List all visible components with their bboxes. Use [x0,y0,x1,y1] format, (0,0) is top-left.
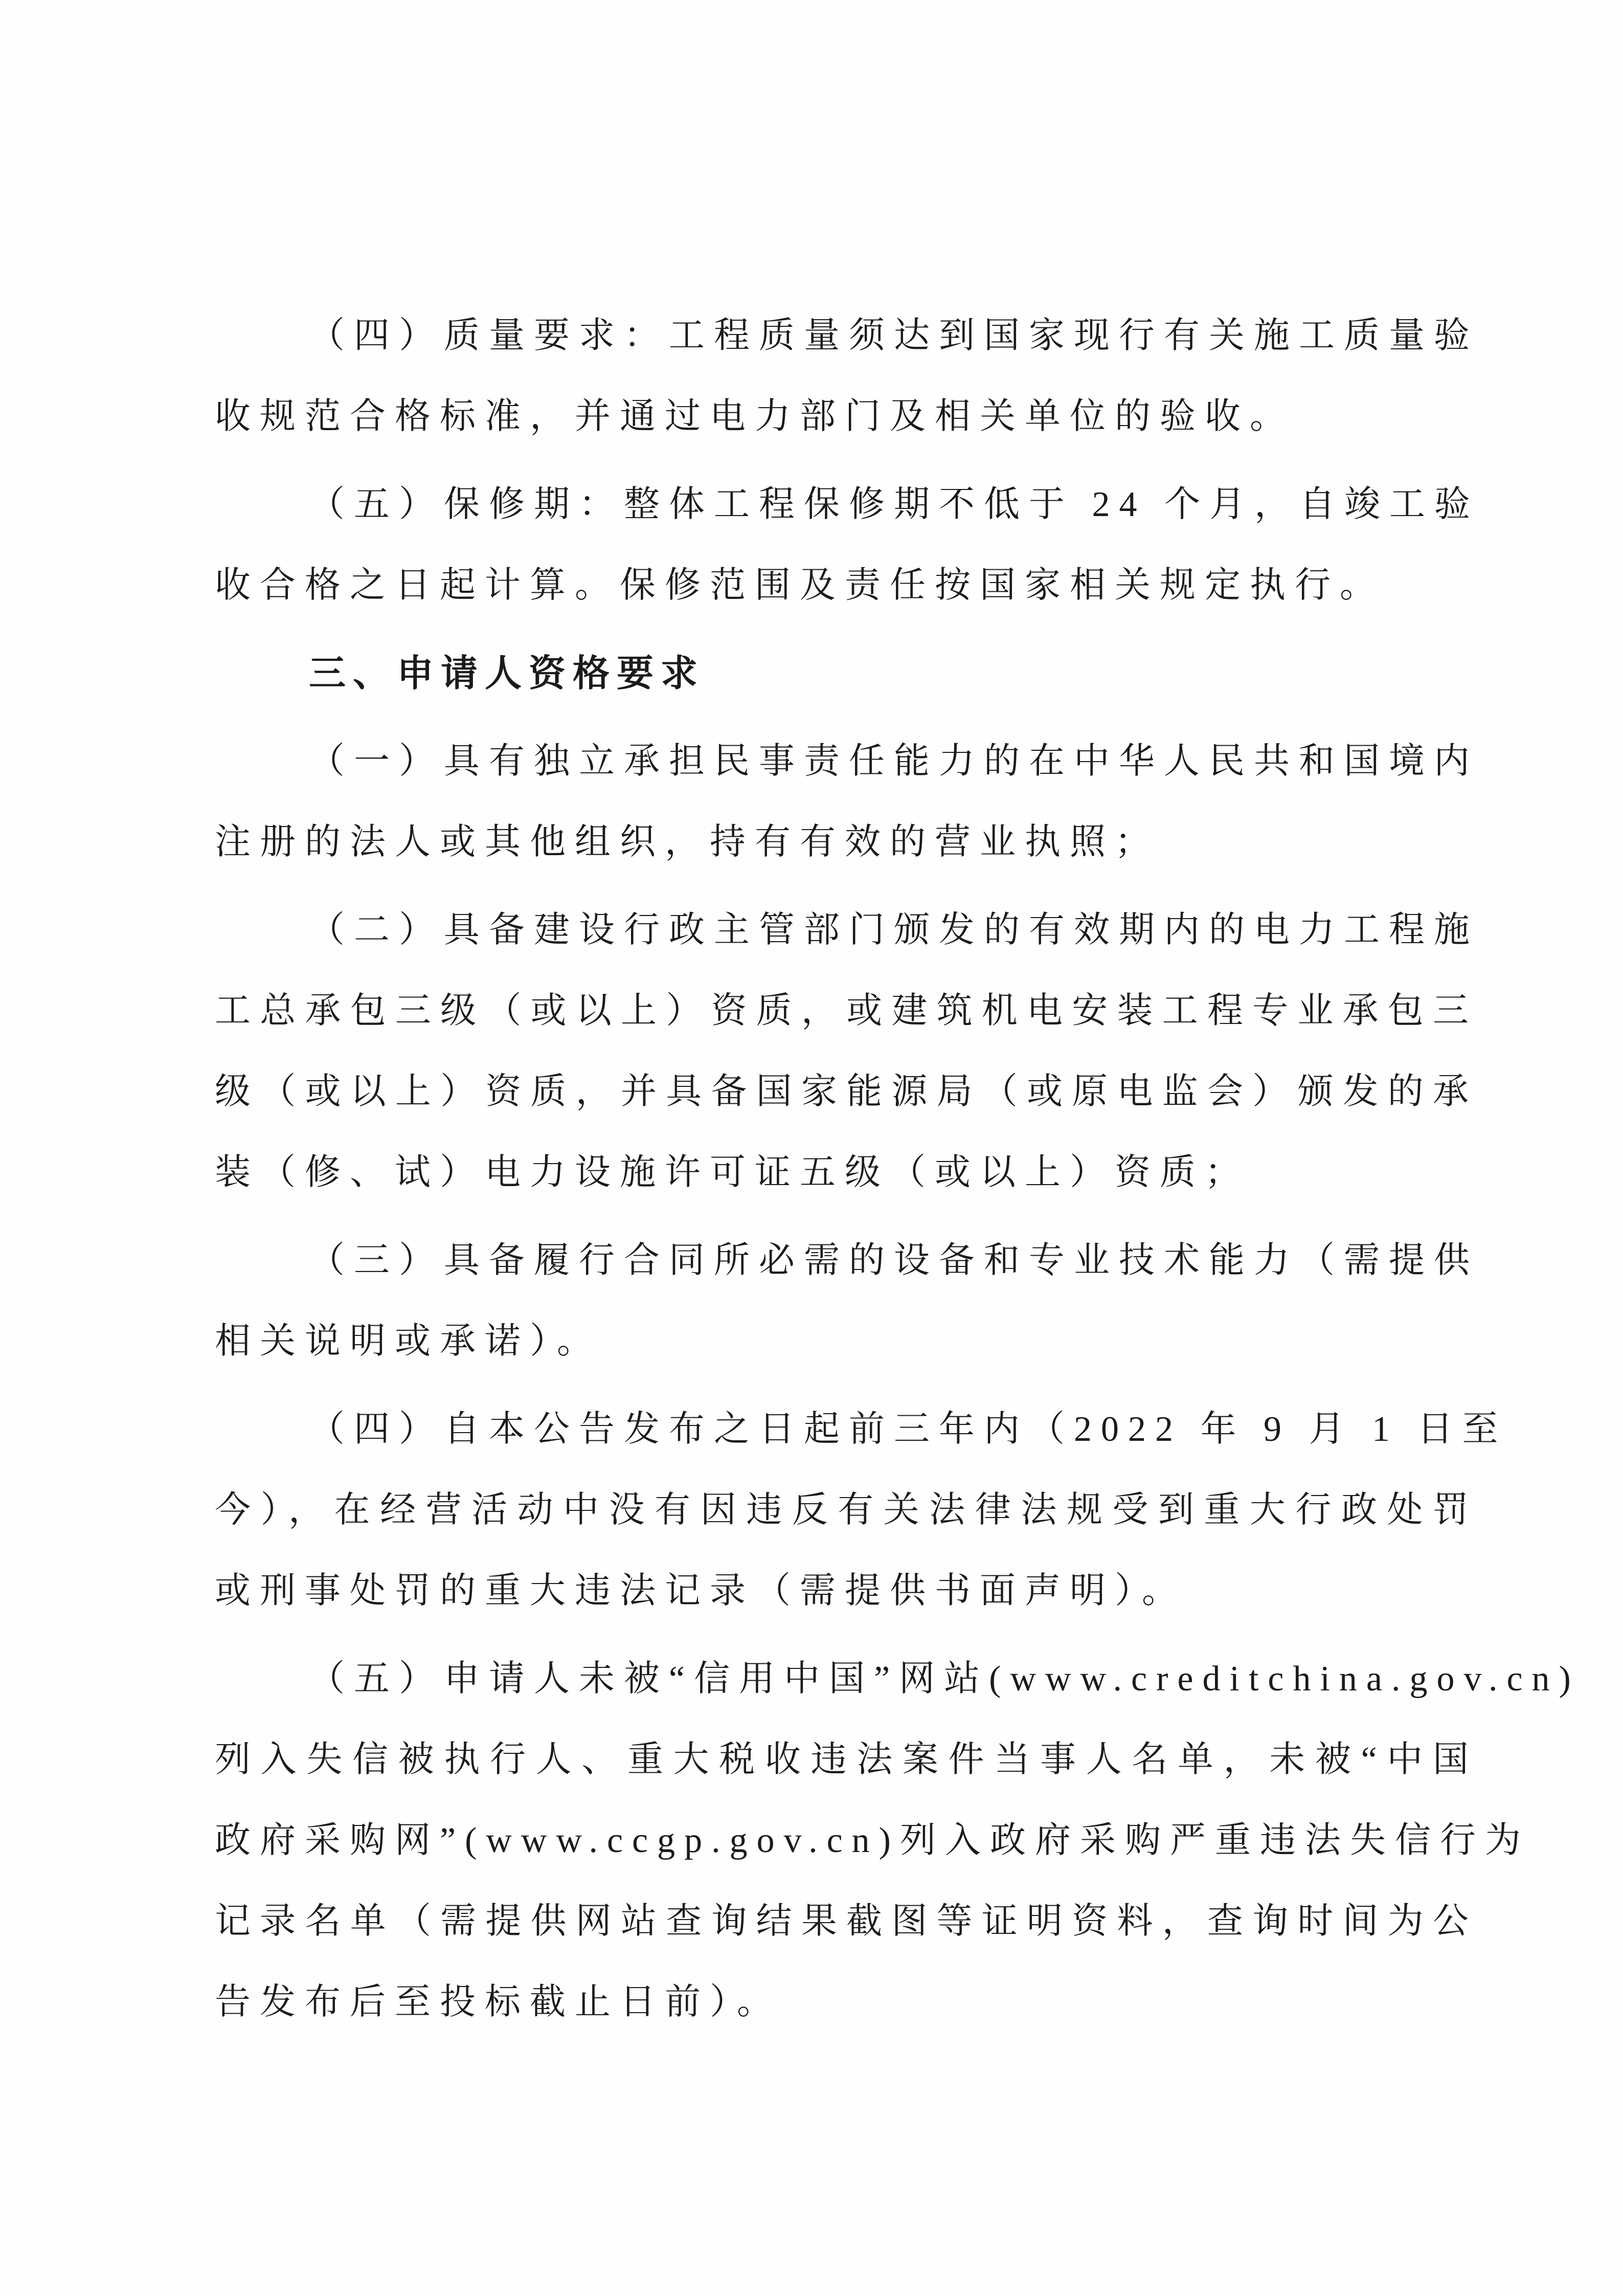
text-line: 记录名单（需提供网站查询结果截图等证明资料，查询时间为公 [215,1902,1478,1941]
section-heading-text: 三、申请人资格要求 [309,653,705,694]
paragraph-qualification-item-3 [215,1220,1478,1382]
text-line: 注册的法人或其他组织，持有有效的营业执照； [215,822,1160,862]
section-heading-applicant-qualifications [215,633,1478,714]
text-line: 列入失信被执行人、重大税收违法案件当事人名单，未被“中国 [215,1740,1478,1779]
text-line: 告发布后至投标截止日前）。 [215,1982,782,2022]
text-line: 收规范合格标准，并通过电力部门及相关单位的验收。 [215,397,1295,436]
text-line: 工总承包三级（或以上）资质，或建筑机电安装工程专业承包三 [215,991,1478,1031]
text-line: 今），在经营活动中没有因违反有关法律法规受到重大行政处罚 [215,1490,1478,1530]
text-line: 或刑事处罚的重大违法记录（需提供书面声明）。 [215,1571,1187,1611]
text-line: （四）自本公告发布之日起前三年内（2022 年 9 月 1 日至 [309,1410,1507,1449]
text-line: （五）申请人未被“信用中国”网站(www.creditchina.gov.cn) [309,1659,1580,1699]
paragraph-qualification-item-5 [215,1639,1580,2043]
paragraph-quality-requirement [215,296,1478,457]
paragraph-warranty-period [215,464,1478,626]
text-line: 政府采购网”(www.ccgp.gov.cn)列入政府采购严重违法失信行为 [215,1821,1530,1860]
text-line: （二）具备建设行政主管部门颁发的有效期内的电力工程施 [309,910,1479,950]
text-line: （一）具有独立承担民事责任能力的在中华人民共和国境内 [309,742,1479,781]
text-line: 收合格之日起计算。保修范围及责任按国家相关规定执行。 [215,566,1385,605]
text-line: （三）具备履行合同所必需的设备和专业技术能力（需提供 [309,1241,1479,1280]
text-line: （五）保修期：整体工程保修期不低于 24 个月，自竣工验 [309,485,1479,524]
text-line: 相关说明或承诺）。 [215,1322,602,1361]
text-line: 装（修、试）电力设施许可证五级（或以上）资质； [215,1153,1250,1192]
text-line: 级（或以上）资质，并具备国家能源局（或原电监会）颁发的承 [215,1072,1478,1111]
text-line: （四）质量要求：工程质量须达到国家现行有关施工质量验 [309,316,1479,355]
paragraph-qualification-item-2 [215,890,1478,1213]
paragraph-qualification-item-4 [215,1389,1507,1632]
paragraph-qualification-item-1 [215,721,1478,883]
